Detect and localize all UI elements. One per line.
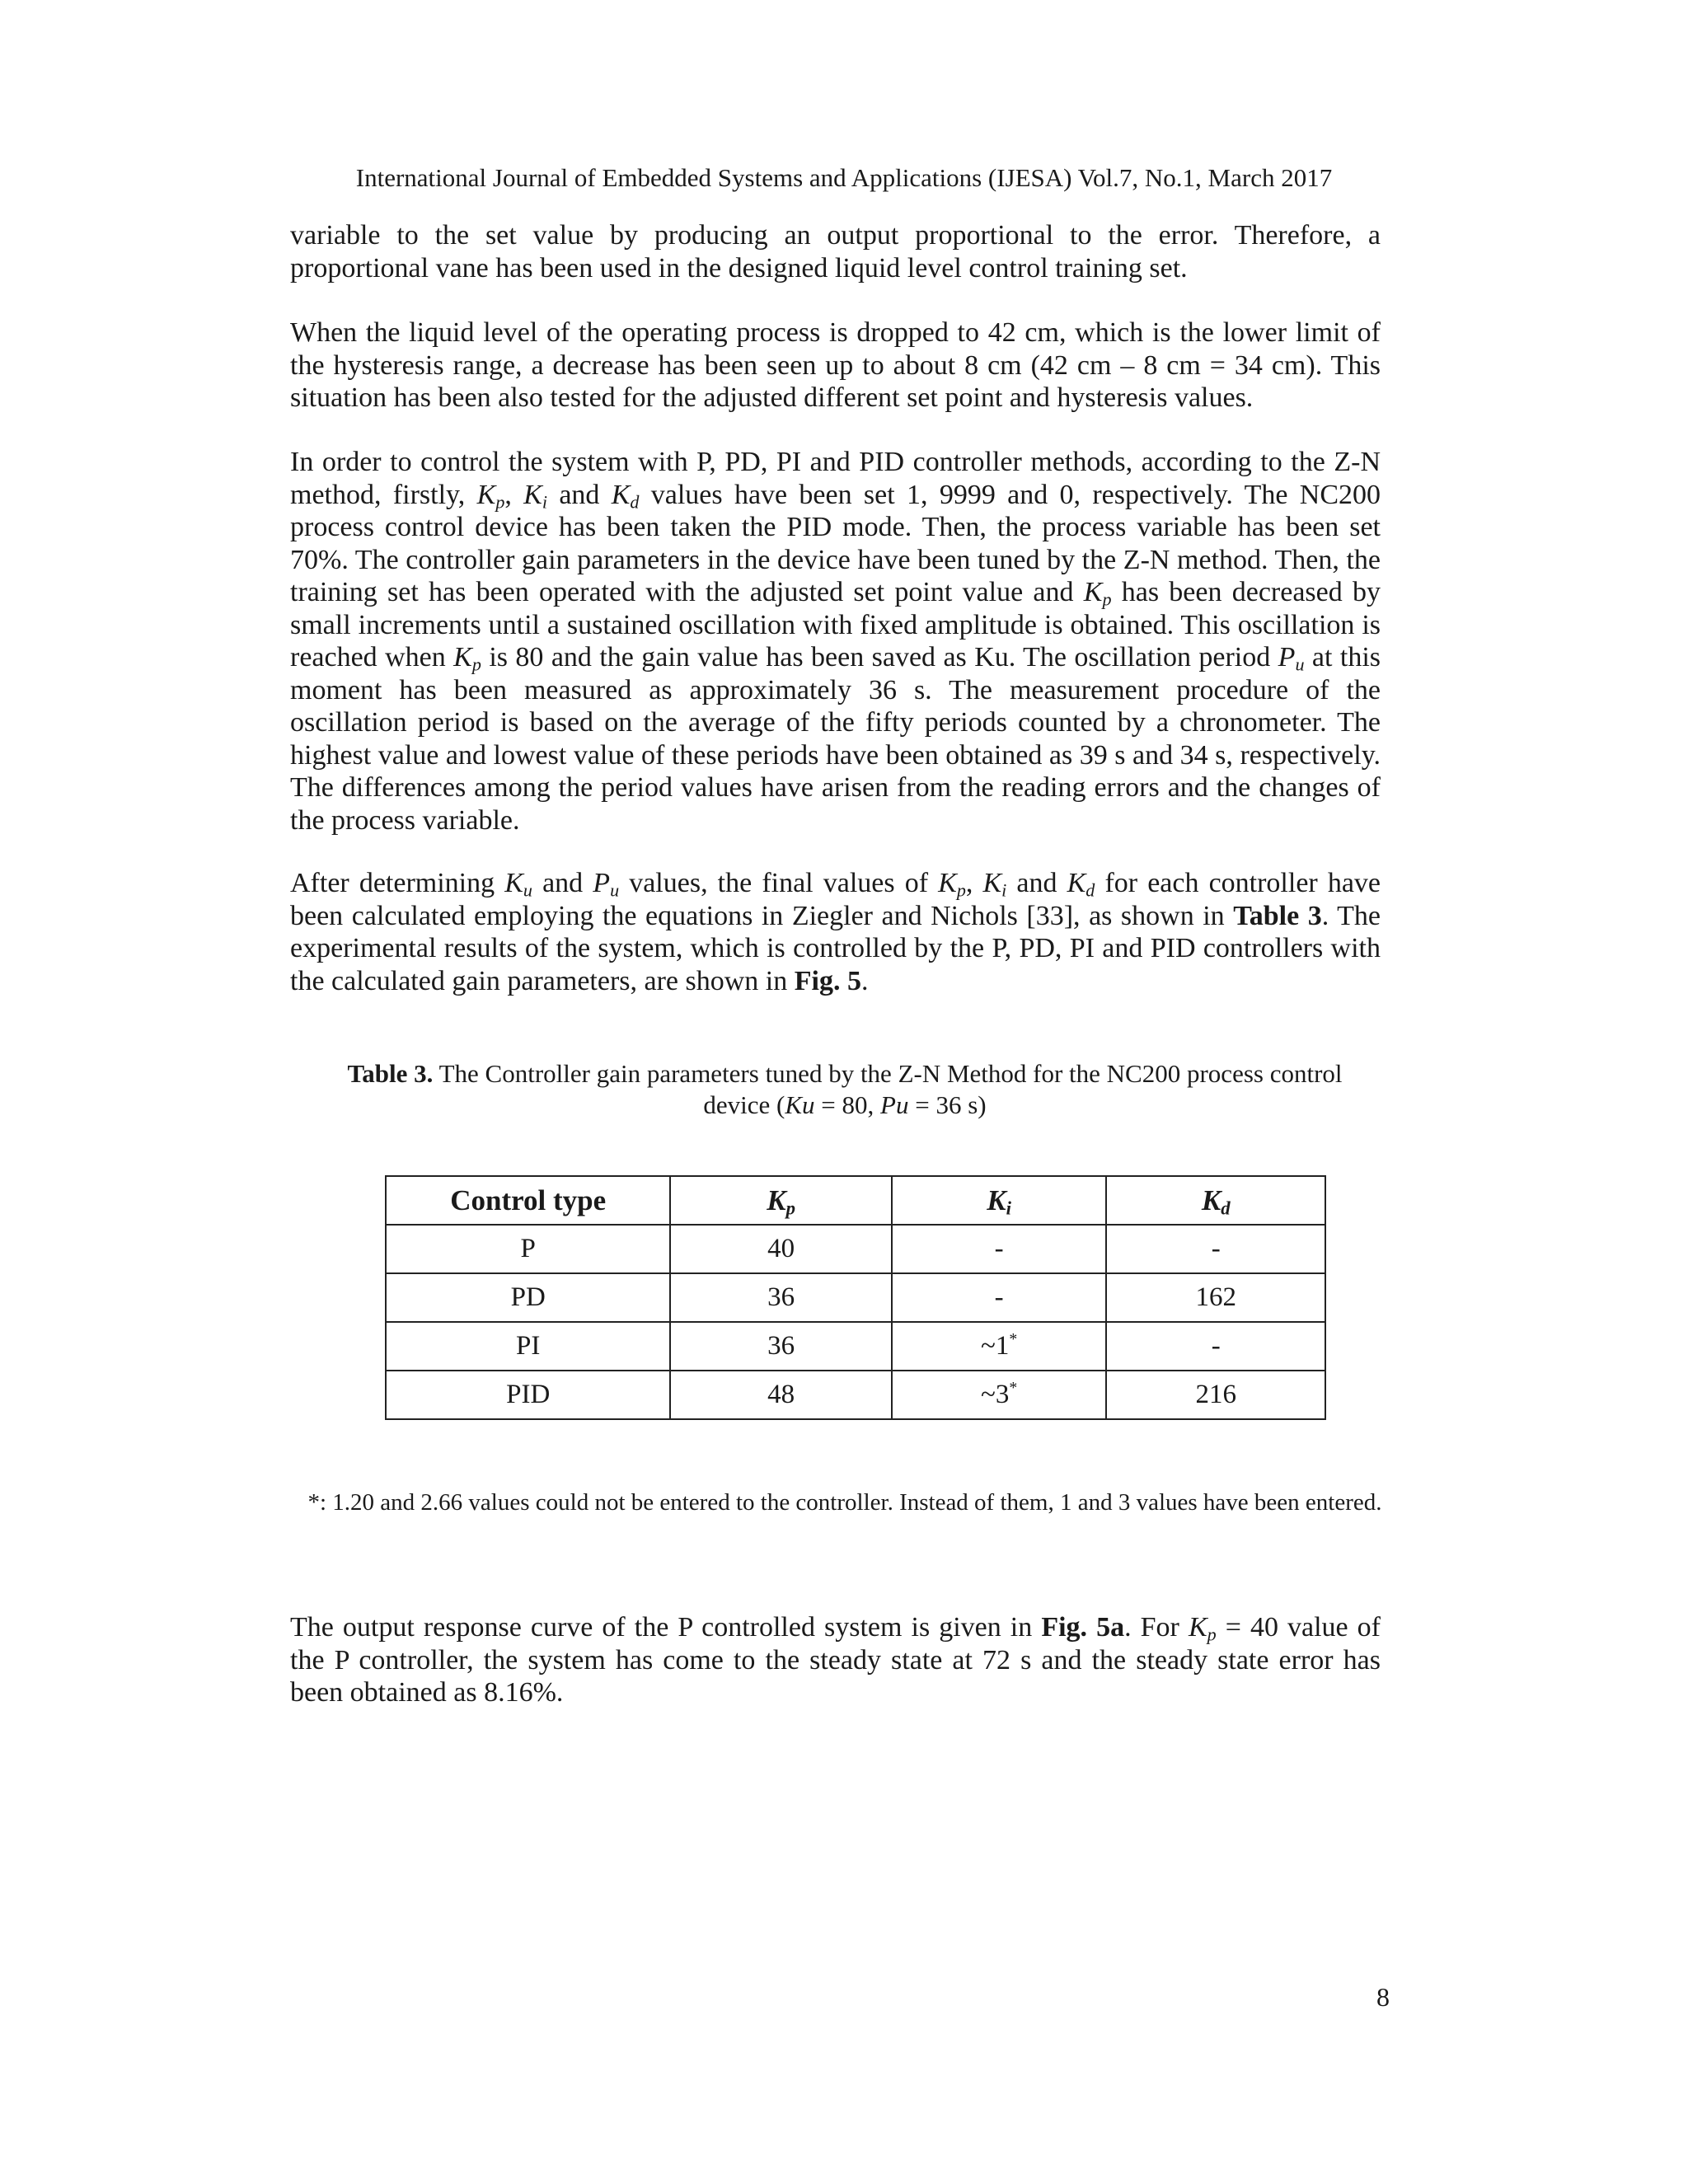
cell-kp: 40 bbox=[670, 1225, 891, 1273]
figure-reference: Fig. 5 bbox=[794, 965, 861, 996]
table-caption: Table 3. The Controller gain parameters tuned by the Z-N Method for the NC200 process control device (Ku = 80, Pu = 36 s) bbox=[347, 1059, 1343, 1119]
cell-kp: 36 bbox=[670, 1322, 891, 1371]
table-row bbox=[386, 1322, 1325, 1371]
table-header-row bbox=[386, 1176, 1325, 1225]
cell-ki: - bbox=[892, 1273, 1107, 1322]
header-ki: $K_i$ bbox=[892, 1176, 1107, 1225]
table-reference: Table 3 bbox=[1233, 900, 1322, 931]
paragraph-3: In order to control the system with P, PD, PI and PID controller methods, according to the Z-N method, firstly, $K_p$, $K_i$ and $K_d$ values have been set 1, 9999 and 0, respectively. The NC200 process control device has been taken the PID mode. Then, the process variable has been set 70%. The controller gain parameters in the device have been tuned by the Z-N method. Then, the training set has been operated with the adjusted set point value and $K_p$ has been decreased by small increments until a sustained oscillation with fixed amplitude is obtained. This oscillation is reached when $K_p$ is 80 and the gain value has been saved as Ku. The oscillation period $P_u$ at this moment has been measured as approximately 36 s. The measurement procedure of the oscillation period is based on the average of the fifty periods counted by a chronometer. The highest value and lowest value of these periods have been obtained as 39 s and 34 s, respectively. The differences among the period values have arisen from the reading errors and the changes of the process variable. bbox=[290, 447, 1381, 836]
figure-reference: Fig. 5a bbox=[1041, 1612, 1125, 1643]
kd-symbol: $K_d$ bbox=[611, 479, 640, 513]
cell-ki: ~1* bbox=[892, 1322, 1107, 1371]
table-footnote: *: 1.20 and 2.66 values could not be entered to the controller. Instead of them, 1 and 3 values have been entered. bbox=[307, 1489, 1382, 1516]
cell-kd: - bbox=[1106, 1322, 1325, 1371]
cell-ki: ~3* bbox=[892, 1371, 1107, 1419]
cell-control-type: PI bbox=[386, 1322, 670, 1371]
page-number: 8 bbox=[1376, 1982, 1390, 2012]
pu-symbol: $P_u$ bbox=[593, 868, 620, 901]
cell-kp: 48 bbox=[670, 1371, 891, 1419]
cell-kd: 216 bbox=[1106, 1371, 1325, 1419]
gain-parameters-table bbox=[385, 1175, 1326, 1420]
kp-symbol: $K_p$ bbox=[1083, 577, 1112, 610]
kp-symbol: $K_p$ bbox=[476, 479, 505, 513]
cell-kd: - bbox=[1106, 1225, 1325, 1273]
table-row bbox=[386, 1225, 1325, 1273]
ki-symbol: $K_i$ bbox=[982, 868, 1007, 901]
header-kd: $K_d$ bbox=[1106, 1176, 1325, 1225]
header-control-type: Control type bbox=[386, 1176, 670, 1225]
cell-control-type: P bbox=[386, 1225, 670, 1273]
cell-kd: 162 bbox=[1106, 1273, 1325, 1322]
paragraph-1: variable to the set value by producing an output proportional to the error. Therefore, a proportional vane has been used in the designed liquid level control training set. bbox=[290, 220, 1381, 284]
cell-control-type: PD bbox=[386, 1273, 670, 1322]
cell-kp: 36 bbox=[670, 1273, 891, 1322]
cell-ki: - bbox=[892, 1225, 1107, 1273]
cell-control-type: PID bbox=[386, 1371, 670, 1419]
paragraph-4: After determining $K_u$ and $P_u$ values, the final values of $K_p$, $K_i$ and $K_d$ for each controller have been calculated employing the equations in Ziegler and Nichols [33], as shown in Table 3. The experimental results of the system, which is controlled by the P, PD, PI and PID controllers with the calculated gain parameters, are shown in Fig. 5. bbox=[290, 868, 1381, 996]
ku-symbol: $K_u$ bbox=[504, 868, 532, 901]
table-row bbox=[386, 1273, 1325, 1322]
pu-symbol: $P_u$ bbox=[1278, 642, 1305, 675]
running-header: International Journal of Embedded Systems and Applications (IJESA) Vol.7, No.1, March 2017 bbox=[355, 163, 1333, 192]
paragraph-2: When the liquid level of the operating process is dropped to 42 cm, which is the lower limit of the hysteresis range, a decrease has been seen up to about 8 cm (42 cm – 8 cm = 34 cm). This situation has been also tested for the adjusted different set point and hysteresis values. bbox=[290, 317, 1381, 413]
kp-symbol: $K_p$ bbox=[453, 642, 481, 675]
ki-symbol: $K_i$ bbox=[523, 479, 547, 513]
header-kp: $K_p$ bbox=[670, 1176, 891, 1225]
table-row bbox=[386, 1371, 1325, 1419]
kd-symbol: $K_d$ bbox=[1067, 868, 1095, 901]
kp-symbol: $K_p$ bbox=[938, 868, 966, 901]
kp-symbol: $K_p$ bbox=[1188, 1612, 1217, 1645]
paragraph-5: The output response curve of the P controlled system is given in Fig. 5a. For $K_p = 40$ value of the P controller, the system has come to the steady state at 72 s and the steady state error has been obtained as 8.16%. bbox=[290, 1612, 1381, 1708]
